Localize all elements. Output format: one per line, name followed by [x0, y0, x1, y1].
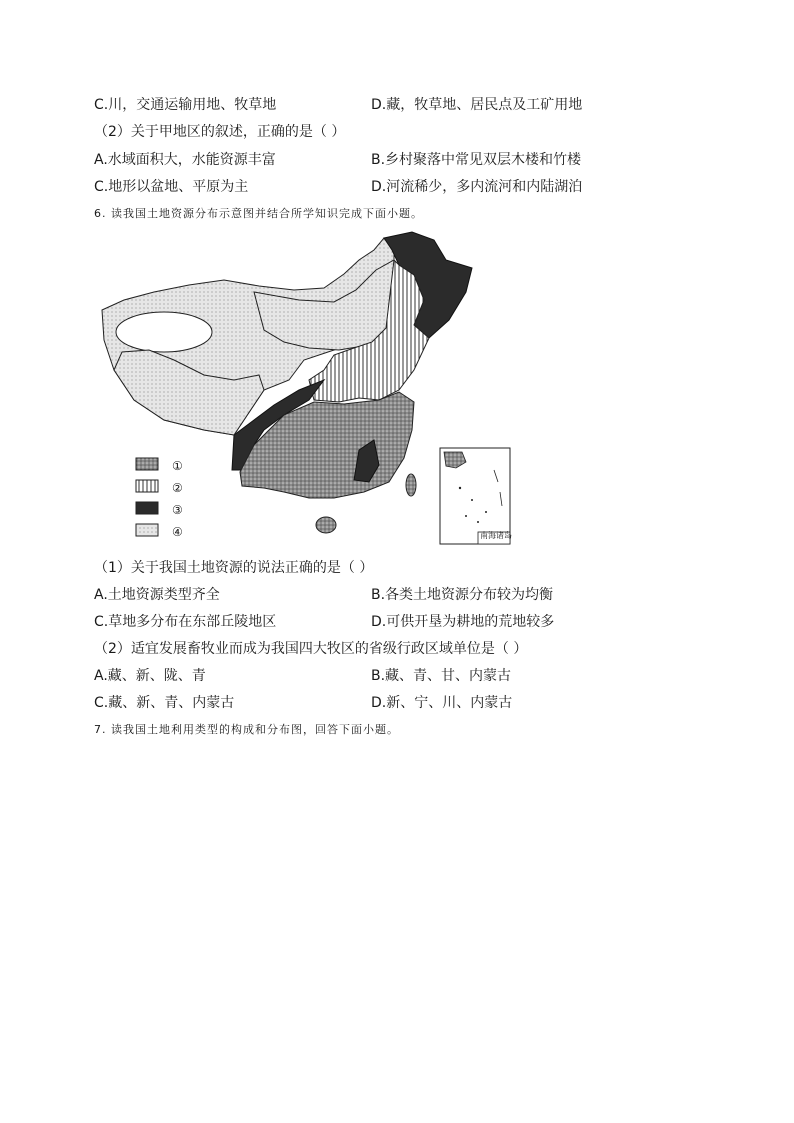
q6-sub2-option-b: B.藏、青、甘、内蒙古	[371, 668, 512, 684]
legend-label-3: ③	[172, 503, 183, 517]
q7-stem: 7. 读我国土地利用类型的构成和分布图，回答下面小题。	[94, 723, 399, 736]
q6-sub1-option-d: D.可供开垦为耕地的荒地较多	[371, 614, 555, 630]
q6-sub2-option-c: C.藏、新、青、内蒙古	[94, 695, 235, 711]
land-resource-map	[94, 230, 524, 552]
q5-sub2-option-d: D.河流稀少，多内流河和内陆湖泊	[371, 179, 583, 195]
q5-sub2-stem: （2）关于甲地区的叙述，正确的是（ ）	[94, 124, 346, 140]
q5-option-c: C.川，交通运输用地、牧草地	[94, 97, 277, 113]
map-legend	[136, 458, 158, 536]
q6-sub2-stem: （2）适宜发展畜牧业而成为我国四大牧区的省级行政区域单位是（ ）	[94, 641, 528, 657]
q5-sub2-option-c: C.地形以盆地、平原为主	[94, 179, 249, 195]
map-taiwan	[406, 474, 416, 496]
q6-sub2-option-d: D.新、宁、川、内蒙古	[371, 695, 513, 711]
inset-label: 南海诸岛	[480, 531, 512, 540]
q6-sub1-option-b: B.各类土地资源分布较为均衡	[371, 587, 554, 603]
map-region-inner-mongolia	[254, 260, 394, 350]
map-hainan	[316, 517, 336, 533]
q5-option-d: D.藏，牧草地、居民点及工矿用地	[371, 97, 583, 113]
legend-label-4: ④	[172, 525, 183, 539]
q5-sub2-option-b: B.乡村聚落中常见双层木楼和竹楼	[371, 152, 582, 168]
legend-label-2: ②	[172, 481, 183, 495]
q6-sub2-option-a: A.藏、新、陇、青	[94, 668, 206, 684]
q6-stem: 6. 读我国土地资源分布示意图并结合所学知识完成下面小题。	[94, 207, 423, 220]
map-region-south-cropland	[240, 392, 414, 498]
q6-sub1-option-c: C.草地多分布在东部丘陵地区	[94, 614, 277, 630]
q6-sub1-option-a: A.土地资源类型齐全	[94, 587, 220, 603]
map-tarim-basin	[116, 312, 212, 352]
legend-label-1: ①	[172, 459, 183, 473]
q5-sub2-option-a: A.水域面积大，水能资源丰富	[94, 152, 276, 168]
q6-sub1-stem: （1）关于我国土地资源的说法正确的是（ ）	[94, 560, 374, 576]
